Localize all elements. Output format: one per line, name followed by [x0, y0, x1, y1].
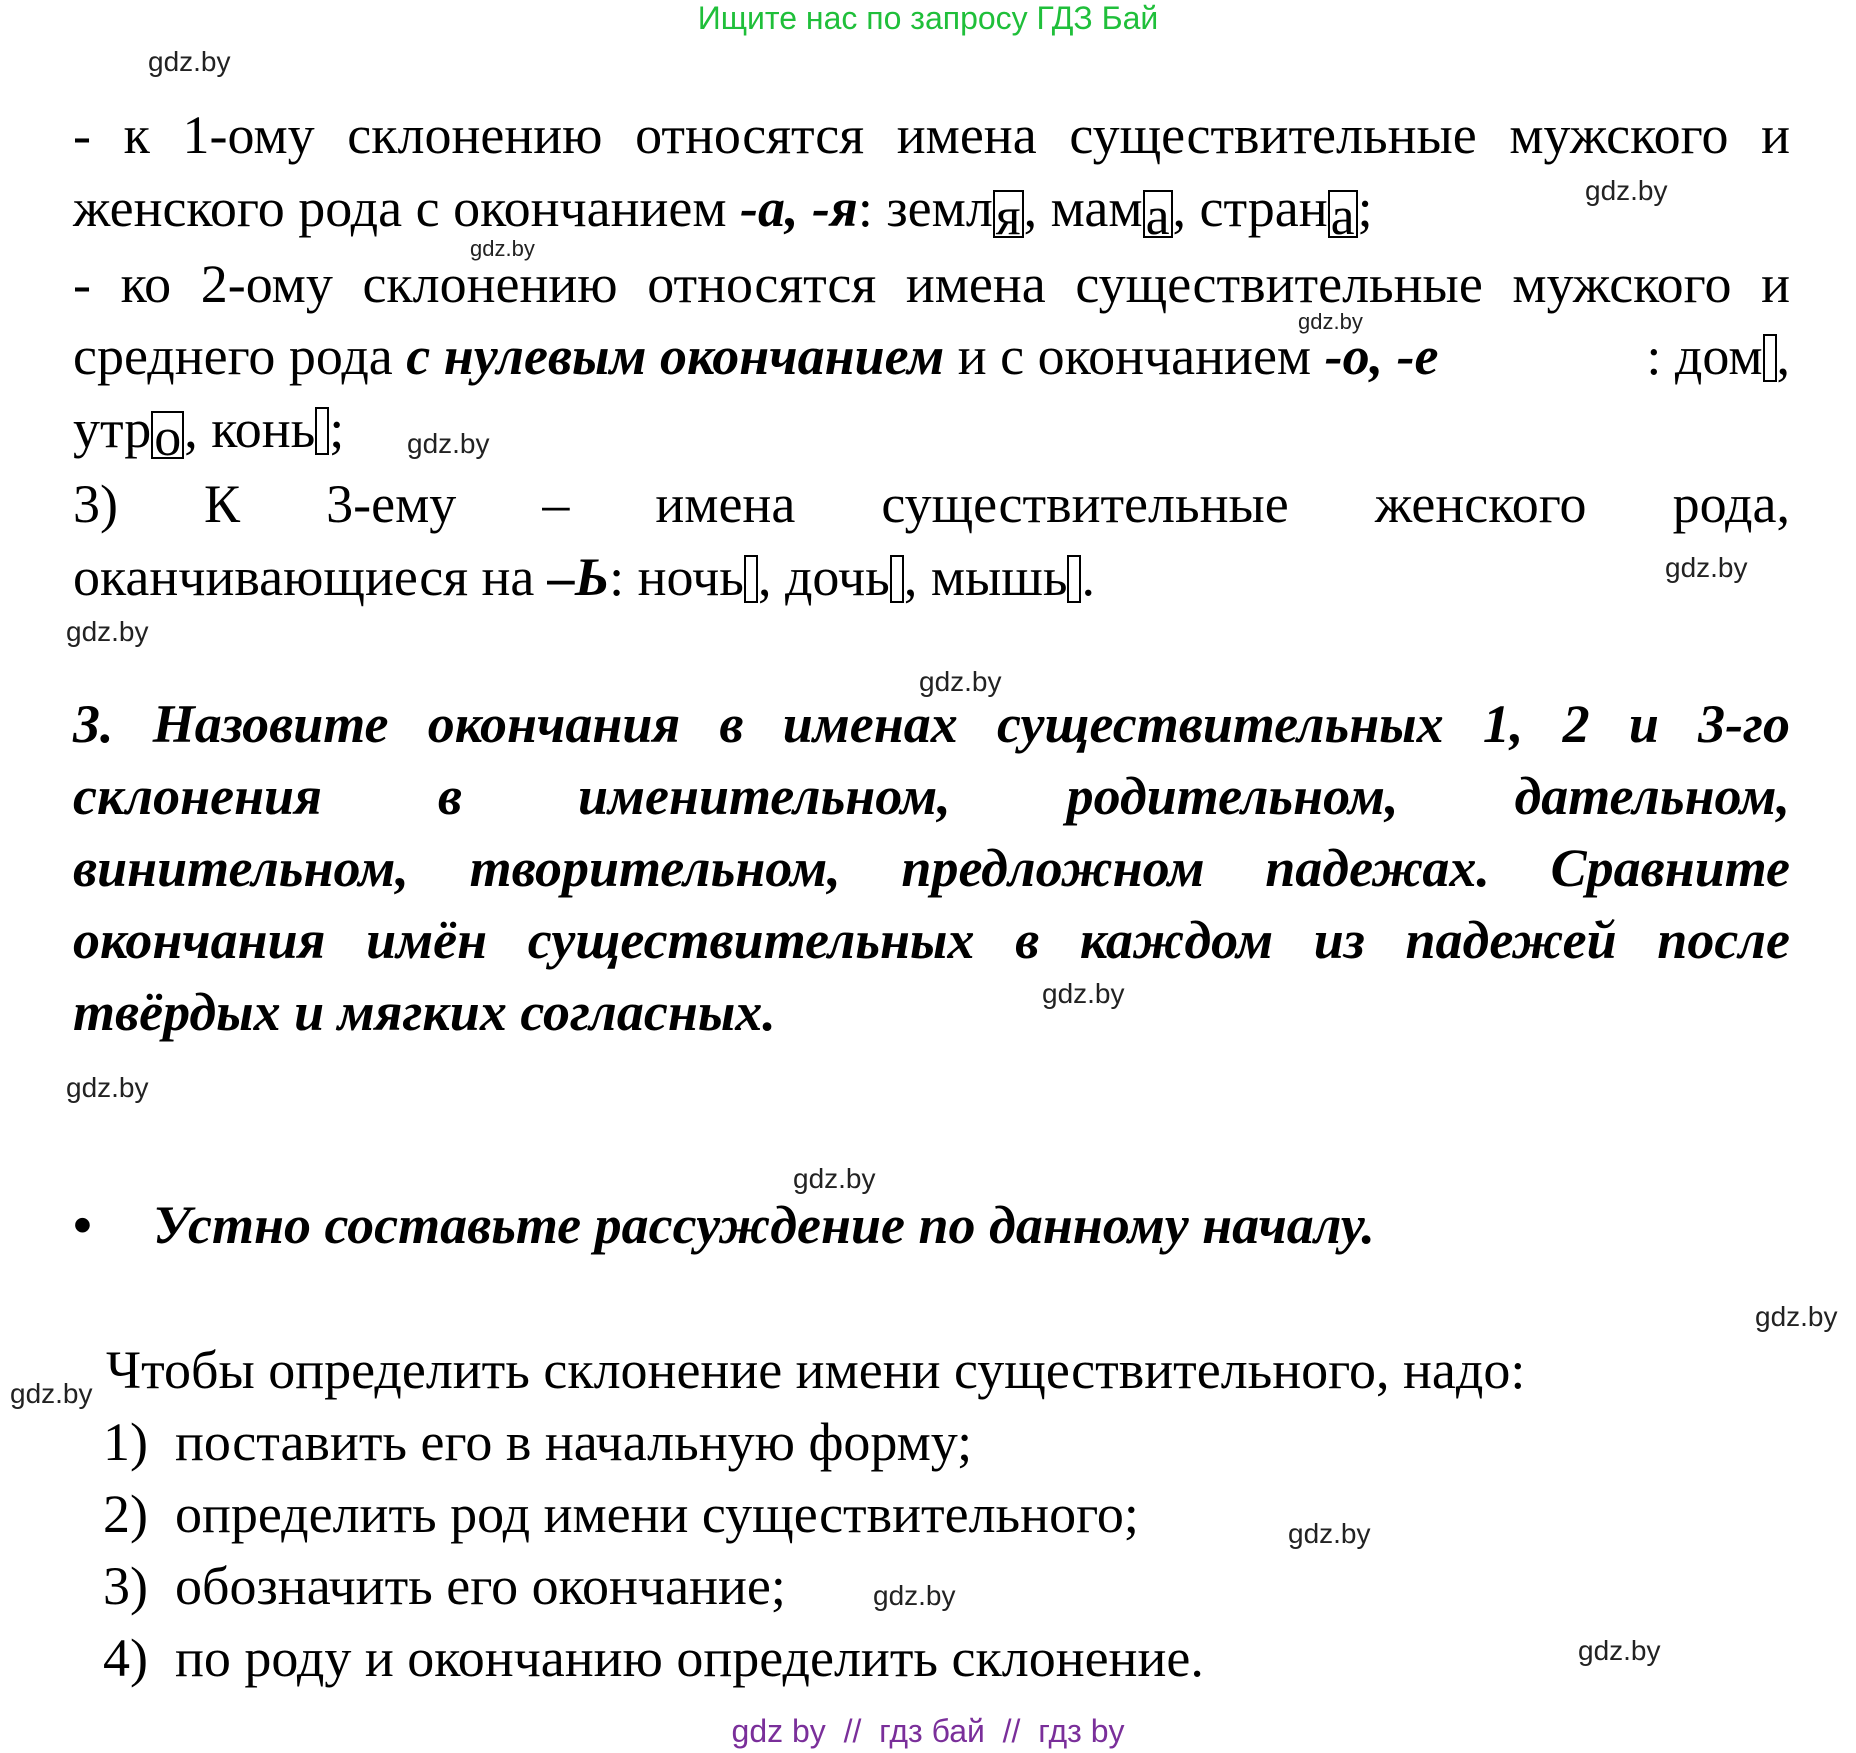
ending-box: я: [993, 190, 1024, 238]
watermark: gdz.by: [793, 1163, 876, 1194]
rule2-line2-prefix: среднего рода: [73, 326, 407, 386]
rule3-prefix: оканчивающиеся на: [73, 547, 548, 607]
ending-box: а: [1328, 190, 1358, 238]
watermark: gdz.by: [66, 1072, 149, 1103]
rule3-w1: : ночь: [609, 547, 744, 607]
task3-line4: окончания имён существительных в каждом из падежей после: [73, 910, 1790, 970]
watermark: gdz.by: [873, 1580, 956, 1611]
watermark: gdz.by: [148, 46, 231, 77]
step-number: 4): [103, 1628, 148, 1688]
bullet-icon: •: [73, 1195, 92, 1255]
rule1-endings: -а, -я: [740, 178, 858, 238]
rule2-line3: [73, 399, 1790, 467]
rule1-tail: ;: [1357, 178, 1373, 238]
rule1-line2-prefix: женского рода с окончанием: [73, 178, 741, 238]
ending-box-empty: [315, 407, 329, 455]
step-text: обозначить его окончание;: [175, 1556, 786, 1616]
rule1-colon: : земл: [857, 178, 993, 238]
watermark: gdz.by: [1298, 309, 1363, 334]
rule1-line1: - к 1-ому склонению относятся имена существительные мужского и: [73, 105, 1790, 165]
step-item: [103, 1556, 786, 1616]
watermark: gdz.by: [470, 236, 535, 261]
step-text: определить род имени существительного;: [175, 1484, 1139, 1544]
step-number: 2): [103, 1484, 148, 1544]
rule3-tail: .: [1081, 547, 1095, 607]
watermark: gdz.by: [407, 428, 490, 459]
watermark: gdz.by: [1288, 1518, 1371, 1549]
rule2-colon: : дом: [1646, 326, 1763, 386]
watermark: gdz.by: [1042, 978, 1125, 1009]
rule2-tail: ;: [329, 399, 345, 459]
rule2-w1: утр: [73, 399, 152, 459]
rule2-line2-right: [1646, 326, 1790, 386]
ending-box-empty: [1763, 334, 1777, 382]
step-text: по роду и окончанию определить склонение.: [175, 1628, 1204, 1688]
bullet-instruction: [73, 1195, 1375, 1255]
watermark: gdz.by: [66, 616, 149, 647]
rule2-line2-left: [73, 326, 1439, 386]
rule3-line2: [73, 547, 1790, 607]
ending-box: а: [1143, 190, 1173, 238]
rule1-line2: [73, 178, 1790, 246]
watermark: gdz.by: [10, 1378, 93, 1409]
ending-box: о: [151, 411, 184, 459]
rule3-w2: , дочь: [757, 547, 890, 607]
ending-box-empty: [1067, 555, 1081, 603]
rule2-line2-mid: и с окончанием: [944, 326, 1325, 386]
step-text: поставить его в начальную форму;: [175, 1412, 973, 1472]
rule2-endings: -о, -е: [1324, 326, 1439, 386]
watermark: gdz.by: [1578, 1635, 1661, 1666]
bullet-text: Устно составьте рассуждение по данному началу.: [153, 1195, 1375, 1255]
watermark: gdz.by: [1585, 175, 1668, 206]
ending-box-empty: [890, 555, 904, 603]
rule3-line1: 3) К 3-ему – имена существительные женского рода,: [73, 474, 1790, 534]
top-banner: Ищите нас по запросу ГДЗ Бай: [697, 0, 1159, 36]
rule2-line2: [73, 326, 1790, 386]
reasoning-intro: Чтобы определить склонение имени существительного, надо:: [106, 1340, 1526, 1400]
rule3-ending: –Ь: [547, 547, 610, 607]
watermark: gdz.by: [1665, 552, 1748, 583]
ending-box-empty: [744, 555, 758, 603]
footer-links: gdz by // гдз бай // гдз by: [731, 1713, 1125, 1749]
step-number: 3): [103, 1556, 148, 1616]
watermark: gdz.by: [919, 666, 1002, 697]
task3-line1: 3. Назовите окончания в именах существительных 1, 2 и 3-го: [73, 694, 1790, 754]
rule1-sep1: , мам: [1023, 178, 1143, 238]
task3-line3: винительном, творительном, предложном падежах. Сравните: [73, 838, 1790, 898]
rule2-null-ending: с нулевым окончанием: [406, 326, 945, 386]
rule2-line2-end: ,: [1776, 326, 1790, 386]
task3-line5: твёрдых и мягких согласных.: [73, 982, 776, 1042]
step-number: 1): [103, 1412, 148, 1472]
rule2-line1: - ко 2-ому склонению относятся имена существительные мужского и: [73, 254, 1790, 314]
rule3-w3: , мышь: [903, 547, 1068, 607]
rule1-sep2: , стран: [1172, 178, 1328, 238]
task3-line2: склонения в именительном, родительном, дательном,: [73, 766, 1790, 826]
step-item: [103, 1484, 1139, 1544]
watermark: gdz.by: [1755, 1301, 1838, 1332]
rule2-sep: , конь: [184, 399, 316, 459]
step-item: [103, 1412, 972, 1472]
step-item: [103, 1628, 1204, 1688]
